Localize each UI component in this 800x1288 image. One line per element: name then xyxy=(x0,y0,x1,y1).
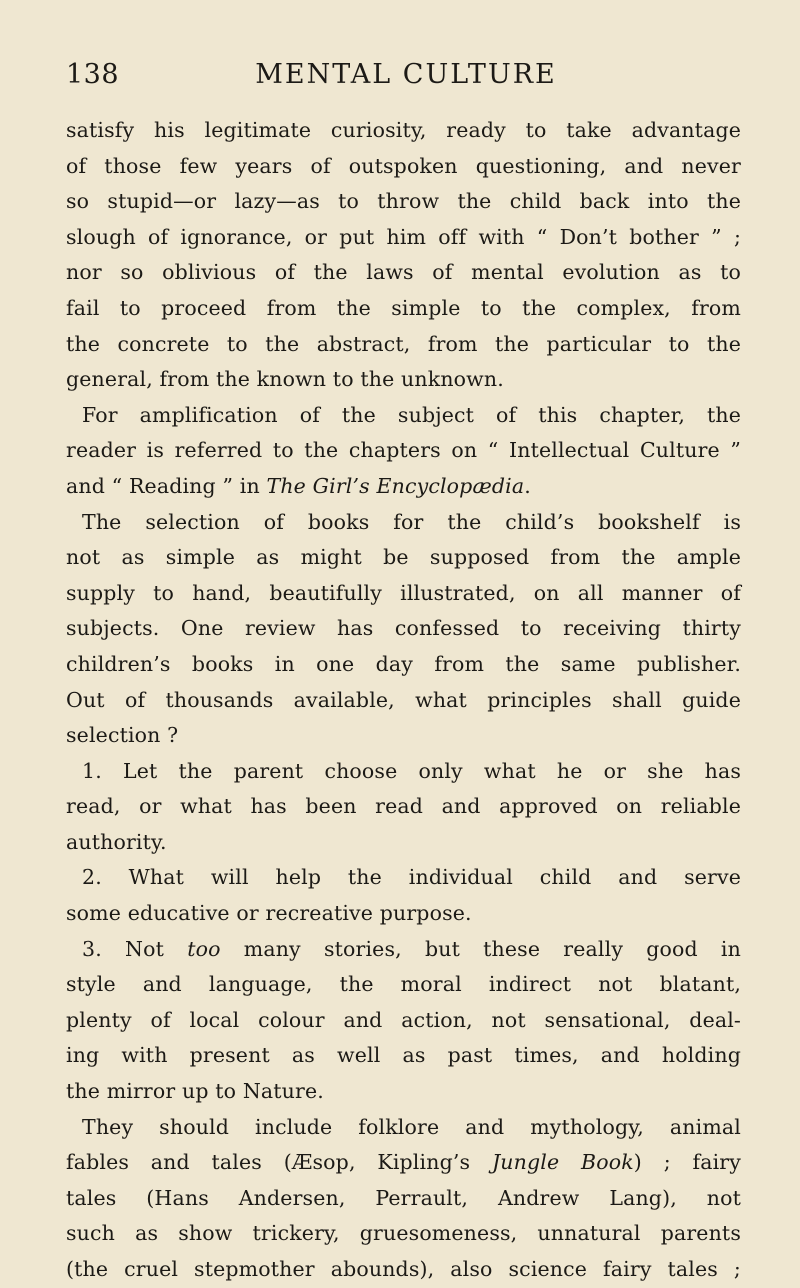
text-line: supply to hand, beautifully illustrated, on all manner of xyxy=(66,580,741,605)
page-header xyxy=(66,58,746,98)
text-line: satisfy his legitimate curiosity, ready to take advantage xyxy=(66,118,741,142)
text-line: For amplification of the subject of this chapter, the xyxy=(82,402,741,427)
text-line: Out of thousands available, what principles shall guide xyxy=(66,687,741,712)
text-line: They should include folklore and mythology, animal xyxy=(82,1114,741,1139)
text-line: children’s books in one day from the same publisher. xyxy=(66,651,741,676)
text-line: reader is referred to the chapters on “ Intellectual Culture ” xyxy=(66,438,741,463)
text-line: authority. xyxy=(66,829,167,854)
text-line: the concrete to the abstract, from the particular to the xyxy=(66,331,741,356)
text-line: read, or what has been read and approved on reliable xyxy=(66,794,741,819)
text-line: selection ? xyxy=(66,723,179,748)
text-line: the mirror up to Nature. xyxy=(66,1079,324,1104)
text-line: fail to proceed from the simple to the complex, from xyxy=(66,295,741,320)
text-run: ) ; fairy xyxy=(633,1150,741,1175)
italic-emphasis: too xyxy=(187,936,221,961)
text-run: and “ Reading ” in xyxy=(66,473,267,498)
page-number: 138 xyxy=(66,59,120,90)
text-run: fables and tales (Æsop, Kipling’s xyxy=(66,1150,492,1175)
text-line: 2. What will help the individual child and serve xyxy=(82,865,741,890)
italic-title: Jungle Book xyxy=(491,1150,634,1175)
text-line: plenty of local colour and action, not sensational, deal- xyxy=(66,1007,741,1032)
text-line: The selection of books for the child’s bookshelf is xyxy=(82,509,741,534)
text-line: slough of ignorance, or put him off with “ Don’t bother ” ; xyxy=(66,224,741,249)
text-line: style and language, the moral indirect not blatant, xyxy=(66,972,741,997)
italic-title: The Girl’s Encyclopædia xyxy=(266,473,525,498)
text-run: many stories, but these really good in xyxy=(220,936,741,961)
text-line xyxy=(66,1145,741,1181)
text-line: subjects. One review has confessed to receiving thirty xyxy=(66,616,741,641)
text-line xyxy=(66,469,741,505)
text-line: some educative or recreative purpose. xyxy=(66,901,472,926)
text-line: so stupid—or lazy—as to throw the child back into the xyxy=(66,189,741,214)
text-line: of those few years of outspoken questioning, and never xyxy=(66,153,741,178)
text-run: 3. Not xyxy=(82,936,188,961)
text-line: 1. Let the parent choose only what he or she has xyxy=(82,758,741,783)
text-line: tales (Hans Andersen, Perrault, Andrew Lang), not xyxy=(66,1185,741,1210)
text-line: general, from the known to the unknown. xyxy=(66,367,504,392)
text-line: not as simple as might be supposed from the ample xyxy=(66,545,741,570)
text-run: . xyxy=(524,473,531,498)
text-line: such as show trickery, gruesomeness, unnatural parents xyxy=(66,1221,741,1246)
text-line xyxy=(66,932,741,968)
text-line: (the cruel stepmother abounds), also science fairy tales ; xyxy=(66,1257,741,1281)
text-line: nor so oblivious of the laws of mental evolution as to xyxy=(66,260,741,285)
running-head: MENTAL CULTURE xyxy=(255,59,557,90)
text-line: ing with present as well as past times, and holding xyxy=(66,1043,741,1068)
body-text xyxy=(66,113,741,1288)
